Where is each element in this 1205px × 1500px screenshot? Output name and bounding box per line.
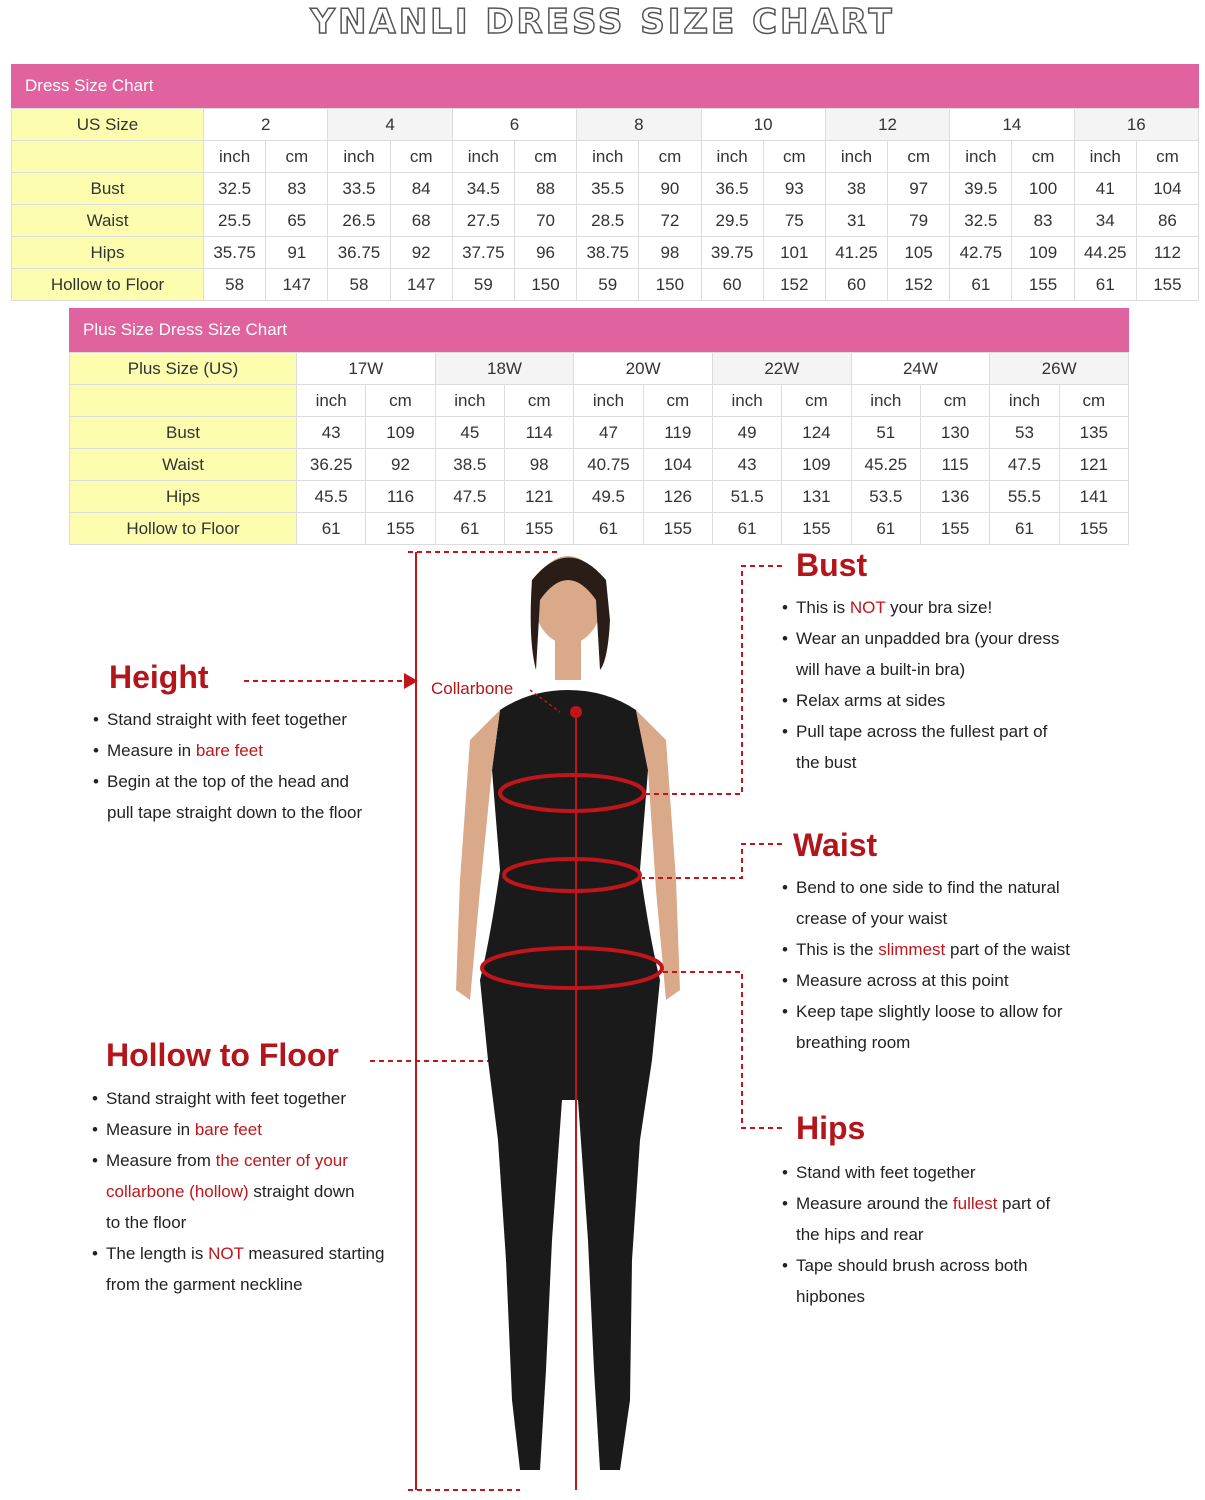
plus-unit-cm: cm [643, 385, 712, 417]
bust-bullet-1: • This is NOT your bra size! [782, 592, 1059, 623]
dress-cell: 72 [639, 205, 701, 237]
page-title: YNANLI DRESS SIZE CHART [310, 2, 895, 42]
plus-cell: 47 [574, 417, 643, 449]
dress-cell: 101 [763, 237, 825, 269]
dress-cell: 100 [1012, 173, 1074, 205]
dress-unit-inch: inch [950, 141, 1012, 173]
plus-cell: 51.5 [712, 481, 781, 513]
height-title: Height [109, 659, 209, 695]
plus-unit-cm: cm [504, 385, 573, 417]
dress-size-grid [11, 108, 1199, 301]
dress-unit-cm: cm [514, 141, 576, 173]
plus-cell: 124 [782, 417, 851, 449]
plus-cell: 51 [851, 417, 920, 449]
plus-unit-cm: cm [920, 385, 989, 417]
plus-row-label: Hollow to Floor [70, 513, 297, 545]
plus-row-hips [70, 481, 1129, 513]
dress-cell: 112 [1136, 237, 1198, 269]
dress-unit-inch: inch [452, 141, 514, 173]
height-bullet-1: • Stand straight with feet together [93, 704, 362, 735]
dress-size-6: 6 [452, 109, 576, 141]
dress-row-hips [12, 237, 1199, 269]
dress-cell: 58 [204, 269, 266, 301]
dress-cell: 92 [390, 237, 452, 269]
plus-cell: 135 [1059, 417, 1128, 449]
dress-cell: 41 [1074, 173, 1136, 205]
dress-cell: 109 [1012, 237, 1074, 269]
hollow-instructions [92, 1083, 384, 1300]
plus-cell: 49.5 [574, 481, 643, 513]
dress-cell: 39.75 [701, 237, 763, 269]
plus-cell: 49 [712, 417, 781, 449]
collarbone-label: Collarbone [431, 679, 514, 698]
plus-cell: 155 [1059, 513, 1128, 545]
plus-cell: 126 [643, 481, 712, 513]
plus-cell: 61 [435, 513, 504, 545]
dress-cell: 105 [888, 237, 950, 269]
dress-cell: 58 [328, 269, 390, 301]
plus-cell: 136 [920, 481, 989, 513]
plus-unit-label-blank [70, 385, 297, 417]
height-instructions [93, 704, 362, 828]
dress-cell: 61 [950, 269, 1012, 301]
dress-size-10: 10 [701, 109, 825, 141]
dress-unit-cm: cm [266, 141, 328, 173]
plus-cell: 61 [990, 513, 1059, 545]
hips-connector [662, 972, 782, 1128]
dress-row-waist [12, 205, 1199, 237]
bust-bullet-2: • Wear an unpadded bra (your dress will have a built-in bra) [782, 623, 1059, 685]
dress-cell: 25.5 [204, 205, 266, 237]
waist-bullet-4: • Keep tape slightly loose to allow for breathing room [782, 996, 1070, 1058]
dress-unit-label-blank [12, 141, 204, 173]
plus-size-22W: 22W [712, 353, 851, 385]
plus-cell: 45.5 [297, 481, 366, 513]
dress-row-bust [12, 173, 1199, 205]
dress-size-4: 4 [328, 109, 452, 141]
dress-cell: 35.75 [204, 237, 266, 269]
plus-size-label: Plus Size (US) [70, 353, 297, 385]
dress-cell: 65 [266, 205, 328, 237]
waist-bullet-2: • This is the slimmest part of the waist [782, 934, 1070, 965]
dress-cell: 59 [577, 269, 639, 301]
plus-cell: 45.25 [851, 449, 920, 481]
hollow-bullet-2: • Measure in bare feet [92, 1114, 384, 1145]
plus-size-row [70, 353, 1129, 385]
bust-instructions [782, 592, 1059, 778]
dress-cell: 27.5 [452, 205, 514, 237]
plus-cell: 115 [920, 449, 989, 481]
plus-cell: 114 [504, 417, 573, 449]
hollow-bullet-1: • Stand straight with feet together [92, 1083, 384, 1114]
dress-cell: 36.75 [328, 237, 390, 269]
dress-cell: 150 [514, 269, 576, 301]
plus-row-bust [70, 417, 1129, 449]
plus-cell: 141 [1059, 481, 1128, 513]
dress-unit-cm: cm [1012, 141, 1074, 173]
dress-cell: 44.25 [1074, 237, 1136, 269]
dress-unit-cm: cm [1136, 141, 1198, 173]
dress-cell: 28.5 [577, 205, 639, 237]
plus-cell: 53 [990, 417, 1059, 449]
dress-cell: 79 [888, 205, 950, 237]
dress-unit-inch: inch [577, 141, 639, 173]
dress-cell: 83 [1012, 205, 1074, 237]
plus-cell: 43 [712, 449, 781, 481]
plus-unit-inch: inch [851, 385, 920, 417]
dress-cell: 147 [390, 269, 452, 301]
plus-cell: 40.75 [574, 449, 643, 481]
plus-cell: 130 [920, 417, 989, 449]
dress-cell: 155 [1012, 269, 1074, 301]
plus-cell: 47.5 [990, 449, 1059, 481]
dress-cell: 38.75 [577, 237, 639, 269]
plus-cell: 92 [366, 449, 435, 481]
dress-unit-inch: inch [1074, 141, 1136, 173]
plus-unit-row [70, 385, 1129, 417]
dress-cell: 31 [825, 205, 887, 237]
dress-size-table [11, 64, 1199, 301]
plus-cell: 116 [366, 481, 435, 513]
plus-cell: 131 [782, 481, 851, 513]
hollow-title: Hollow to Floor [106, 1037, 339, 1073]
dress-cell: 98 [639, 237, 701, 269]
dress-unit-cm: cm [390, 141, 452, 173]
plus-cell: 104 [643, 449, 712, 481]
hips-bullet-3: • Tape should brush across both hipbones [782, 1250, 1050, 1312]
dress-size-2: 2 [204, 109, 328, 141]
plus-cell: 155 [504, 513, 573, 545]
dress-unit-inch: inch [328, 141, 390, 173]
hips-title: Hips [796, 1110, 866, 1146]
plus-row-label: Hips [70, 481, 297, 513]
plus-size-24W: 24W [851, 353, 990, 385]
dress-cell: 37.75 [452, 237, 514, 269]
plus-cell: 155 [920, 513, 989, 545]
plus-unit-inch: inch [297, 385, 366, 417]
plus-cell: 121 [504, 481, 573, 513]
dress-cell: 41.25 [825, 237, 887, 269]
dress-size-table-header: Dress Size Chart [11, 64, 1199, 108]
waist-bullet-3: • Measure across at this point [782, 965, 1070, 996]
dress-unit-cm: cm [639, 141, 701, 173]
height-bullet-3: • Begin at the top of the head and pull tape straight down to the floor [93, 766, 362, 828]
dress-cell: 36.5 [701, 173, 763, 205]
dress-cell: 61 [1074, 269, 1136, 301]
plus-cell: 43 [297, 417, 366, 449]
plus-cell: 155 [782, 513, 851, 545]
dress-cell: 32.5 [950, 205, 1012, 237]
dress-cell: 39.5 [950, 173, 1012, 205]
dress-cell: 152 [763, 269, 825, 301]
plus-size-table-header: Plus Size Dress Size Chart [69, 308, 1129, 352]
plus-cell: 98 [504, 449, 573, 481]
dress-row-label: Bust [12, 173, 204, 205]
dress-size-16: 16 [1074, 109, 1198, 141]
dress-cell: 147 [266, 269, 328, 301]
plus-size-17W: 17W [297, 353, 436, 385]
hollow-bullet-3: • Measure from the center of your collarbone (hollow) straight down to the floor [92, 1145, 384, 1238]
hollow-bullet-4: • The length is NOT measured starting from the garment neckline [92, 1238, 384, 1300]
dress-cell: 86 [1136, 205, 1198, 237]
dress-cell: 34 [1074, 205, 1136, 237]
plus-size-table [69, 308, 1129, 545]
plus-cell: 155 [643, 513, 712, 545]
dress-cell: 104 [1136, 173, 1198, 205]
plus-cell: 61 [297, 513, 366, 545]
dress-unit-inch: inch [204, 141, 266, 173]
dress-cell: 42.75 [950, 237, 1012, 269]
dress-size-label: US Size [12, 109, 204, 141]
height-bullet-2: • Measure in bare feet [93, 735, 362, 766]
hips-bullet-2: • Measure around the fullest part of the hips and rear [782, 1188, 1050, 1250]
plus-cell: 61 [574, 513, 643, 545]
plus-size-18W: 18W [435, 353, 574, 385]
dress-row-hollow-to-floor [12, 269, 1199, 301]
dress-cell: 155 [1136, 269, 1198, 301]
dress-cell: 32.5 [204, 173, 266, 205]
plus-unit-cm: cm [366, 385, 435, 417]
plus-row-waist [70, 449, 1129, 481]
dress-row-label: Hollow to Floor [12, 269, 204, 301]
plus-unit-inch: inch [990, 385, 1059, 417]
plus-cell: 38.5 [435, 449, 504, 481]
plus-row-label: Waist [70, 449, 297, 481]
dress-cell: 88 [514, 173, 576, 205]
plus-cell: 61 [851, 513, 920, 545]
dress-size-12: 12 [825, 109, 949, 141]
plus-cell: 45 [435, 417, 504, 449]
waist-title: Waist [793, 827, 878, 863]
dress-cell: 34.5 [452, 173, 514, 205]
dress-size-row [12, 109, 1199, 141]
dress-unit-row [12, 141, 1199, 173]
dress-unit-inch: inch [701, 141, 763, 173]
dress-cell: 33.5 [328, 173, 390, 205]
hips-instructions [782, 1157, 1050, 1312]
plus-size-26W: 26W [990, 353, 1129, 385]
dress-cell: 35.5 [577, 173, 639, 205]
plus-unit-cm: cm [1059, 385, 1128, 417]
dress-cell: 26.5 [328, 205, 390, 237]
dress-cell: 59 [452, 269, 514, 301]
dress-cell: 152 [888, 269, 950, 301]
dress-unit-inch: inch [825, 141, 887, 173]
dress-unit-cm: cm [763, 141, 825, 173]
plus-unit-inch: inch [574, 385, 643, 417]
plus-cell: 109 [366, 417, 435, 449]
dress-cell: 29.5 [701, 205, 763, 237]
dress-row-label: Hips [12, 237, 204, 269]
plus-cell: 53.5 [851, 481, 920, 513]
plus-cell: 119 [643, 417, 712, 449]
dress-cell: 96 [514, 237, 576, 269]
dress-cell: 84 [390, 173, 452, 205]
waist-instructions [782, 872, 1070, 1058]
dress-size-14: 14 [950, 109, 1074, 141]
dress-row-label: Waist [12, 205, 204, 237]
plus-unit-cm: cm [782, 385, 851, 417]
waist-bullet-1: • Bend to one side to find the natural crease of your waist [782, 872, 1070, 934]
plus-size-20W: 20W [574, 353, 713, 385]
plus-cell: 155 [366, 513, 435, 545]
plus-cell: 121 [1059, 449, 1128, 481]
hips-bullet-1: • Stand with feet together [782, 1157, 1050, 1188]
dress-cell: 150 [639, 269, 701, 301]
dress-cell: 91 [266, 237, 328, 269]
plus-unit-inch: inch [712, 385, 781, 417]
dress-cell: 90 [639, 173, 701, 205]
plus-cell: 36.25 [297, 449, 366, 481]
plus-cell: 47.5 [435, 481, 504, 513]
dress-cell: 60 [825, 269, 887, 301]
dress-cell: 93 [763, 173, 825, 205]
plus-cell: 61 [712, 513, 781, 545]
plus-cell: 55.5 [990, 481, 1059, 513]
dress-cell: 60 [701, 269, 763, 301]
bust-title: Bust [796, 547, 868, 583]
dress-size-8: 8 [577, 109, 701, 141]
dress-cell: 97 [888, 173, 950, 205]
dress-cell: 68 [390, 205, 452, 237]
dress-cell: 75 [763, 205, 825, 237]
dress-cell: 38 [825, 173, 887, 205]
plus-unit-inch: inch [435, 385, 504, 417]
dress-cell: 70 [514, 205, 576, 237]
bust-bullet-4: • Pull tape across the fullest part of the bust [782, 716, 1059, 778]
plus-row-label: Bust [70, 417, 297, 449]
dress-cell: 83 [266, 173, 328, 205]
bust-bullet-3: • Relax arms at sides [782, 685, 1059, 716]
plus-cell: 109 [782, 449, 851, 481]
dress-unit-cm: cm [888, 141, 950, 173]
plus-size-grid [69, 352, 1129, 545]
